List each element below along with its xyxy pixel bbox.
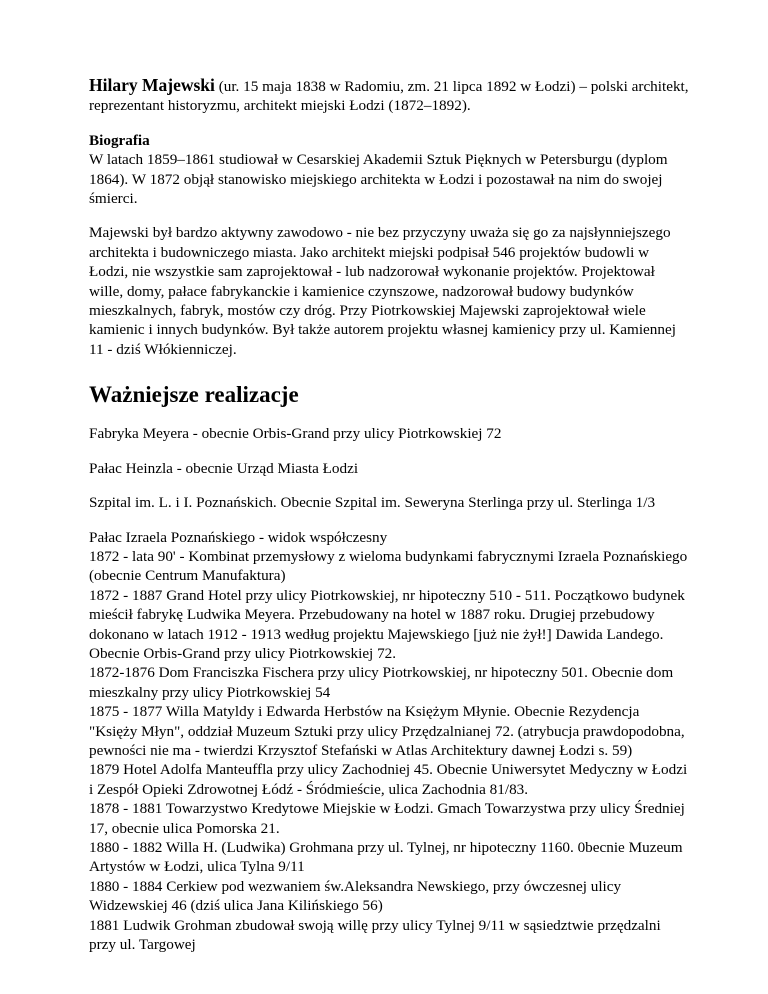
career-paragraph: Majewski był bardzo aktywny zawodowo - nie bez przyczyny uważa się go za najsłynniejszego architekta i budowniczego miasta. Jako architekt miejski podpisał 546 projektów budowli w Łodzi, nie wszystkie sam zaprojektował - lub nadzorował wykonanie projektów. Projektował wille, domy, pałace fabrykanckie i kamienice czynszowe, nadzorował budowy budynków mieszkalnych, fabryk, mostów czy dróg. Przy Piotrkowskiej Majewski zaprojektował wiele kamienic i innych budynków. Był także autorem projektu własnej kamienicy przy ul. Kamiennej 11 - dziś Włókienniczej. — [89, 224, 676, 358]
realization-item: Fabryka Meyera - obecnie Orbis-Grand przy ulicy Piotrkowskiej 72 — [89, 425, 502, 443]
list-line: 1875 - 1877 Willa Matyldy i Edwarda Herbstów na Księżym Młynie. Obecnie Rezydencja "Księży Młyn", oddział Muzeum Sztuki przy ulicy Przędzalnianej 72. (atrybucja prawdopodobna, pewności nie ma - twierdzi Krzysztof Stefański w Atlas Architektury dawnej Łodzi s. 59) — [89, 703, 685, 759]
biography-heading: Biografia — [89, 131, 150, 149]
biography-text: W latach 1859–1861 studiował w Cesarskiej Akademii Sztuk Pięknych w Petersburgu (dyplom 1864). W 1872 objął stanowisko miejskiego architekta w Łodzi i pozostawał na nim do swojej śmierci. — [89, 151, 668, 208]
list-line: 1872 - 1887 Grand Hotel przy ulicy Piotrkowskiej, nr hipoteczny 510 - 511. Początkowo budynek mieścił fabrykę Ludwika Meyera. Przebudowany na hotel w 1887 roku. Drugiej przebudowy dokonano w latach 1912 - 1913 według projektu Majewskiego [już nie żył!] Dawida Landego. Obecnie Orbis-Grand przy ulicy Piotrkowskiej 72. — [89, 586, 685, 662]
list-line: 1878 - 1881 Towarzystwo Kredytowe Miejskie w Łodzi. Gmach Towarzystwa przy ulicy Średniej 17, obecnie ulica Pomorska 21. — [89, 800, 685, 837]
intro-text: (ur. 15 maja 1838 w Radomiu, zm. 21 lipca 1892 w Łodzi) – polski architekt, reprezentant historyzmu, architekt miejski Łodzi (1872–1892). — [89, 78, 689, 115]
list-line: 1872 - lata 90' - Kombinat przemysłowy z wieloma budynkami fabrycznymi Izraela Poznańskiego (obecnie Centrum Manufaktura) — [89, 547, 688, 585]
document-page — [89, 76, 689, 969]
intro-paragraph — [89, 76, 689, 116]
list-line: Pałac Izraela Poznańskiego - widok współczesny — [89, 528, 388, 546]
realization-item: Pałac Heinzla - obecnie Urząd Miasta Łodzi — [89, 459, 359, 477]
list-line: 1879 Hotel Adolfa Manteuffla przy ulicy Zachodniej 45. Obecnie Uniwersytet Medyczny w Łodzi i Zespół Opieki Zdrowotnej Łódź - Śródmieście, ulica Zachodnia 81/83. — [89, 761, 688, 798]
article-subject-name: Hilary Majewski — [89, 75, 215, 95]
list-line: 1880 - 1882 Willa H. (Ludwika) Grohmana przy ul. Tylnej, nr hipoteczny 1160. 0becnie Muzeum Artystów w Łodzi, ulica Tylna 9/11 — [89, 839, 683, 876]
realizations-list — [89, 528, 689, 955]
list-line: 1880 - 1884 Cerkiew pod wezwaniem św.Aleksandra Newskiego, przy ówczesnej ulicy Widzewskiej 46 (dziś ulica Jana Kilińskiego 56) — [89, 877, 622, 915]
section-title: Ważniejsze realizacje — [89, 382, 299, 408]
list-line: 1872-1876 Dom Franciszka Fischera przy ulicy Piotrkowskiej, nr hipoteczny 501. Obecnie dom mieszkalny przy ulicy Piotrkowskiej 54 — [89, 664, 674, 701]
list-line: 1881 Ludwik Grohman zbudował swoją willę przy ulicy Tylnej 9/11 w sąsiedztwie przędzalni przy ul. Targowej — [89, 916, 661, 954]
biography-paragraph — [89, 131, 689, 209]
realization-item: Szpital im. L. i I. Poznańskich. Obecnie Szpital im. Seweryna Sterlinga przy ul. Sterlinga 1/3 — [89, 494, 656, 512]
